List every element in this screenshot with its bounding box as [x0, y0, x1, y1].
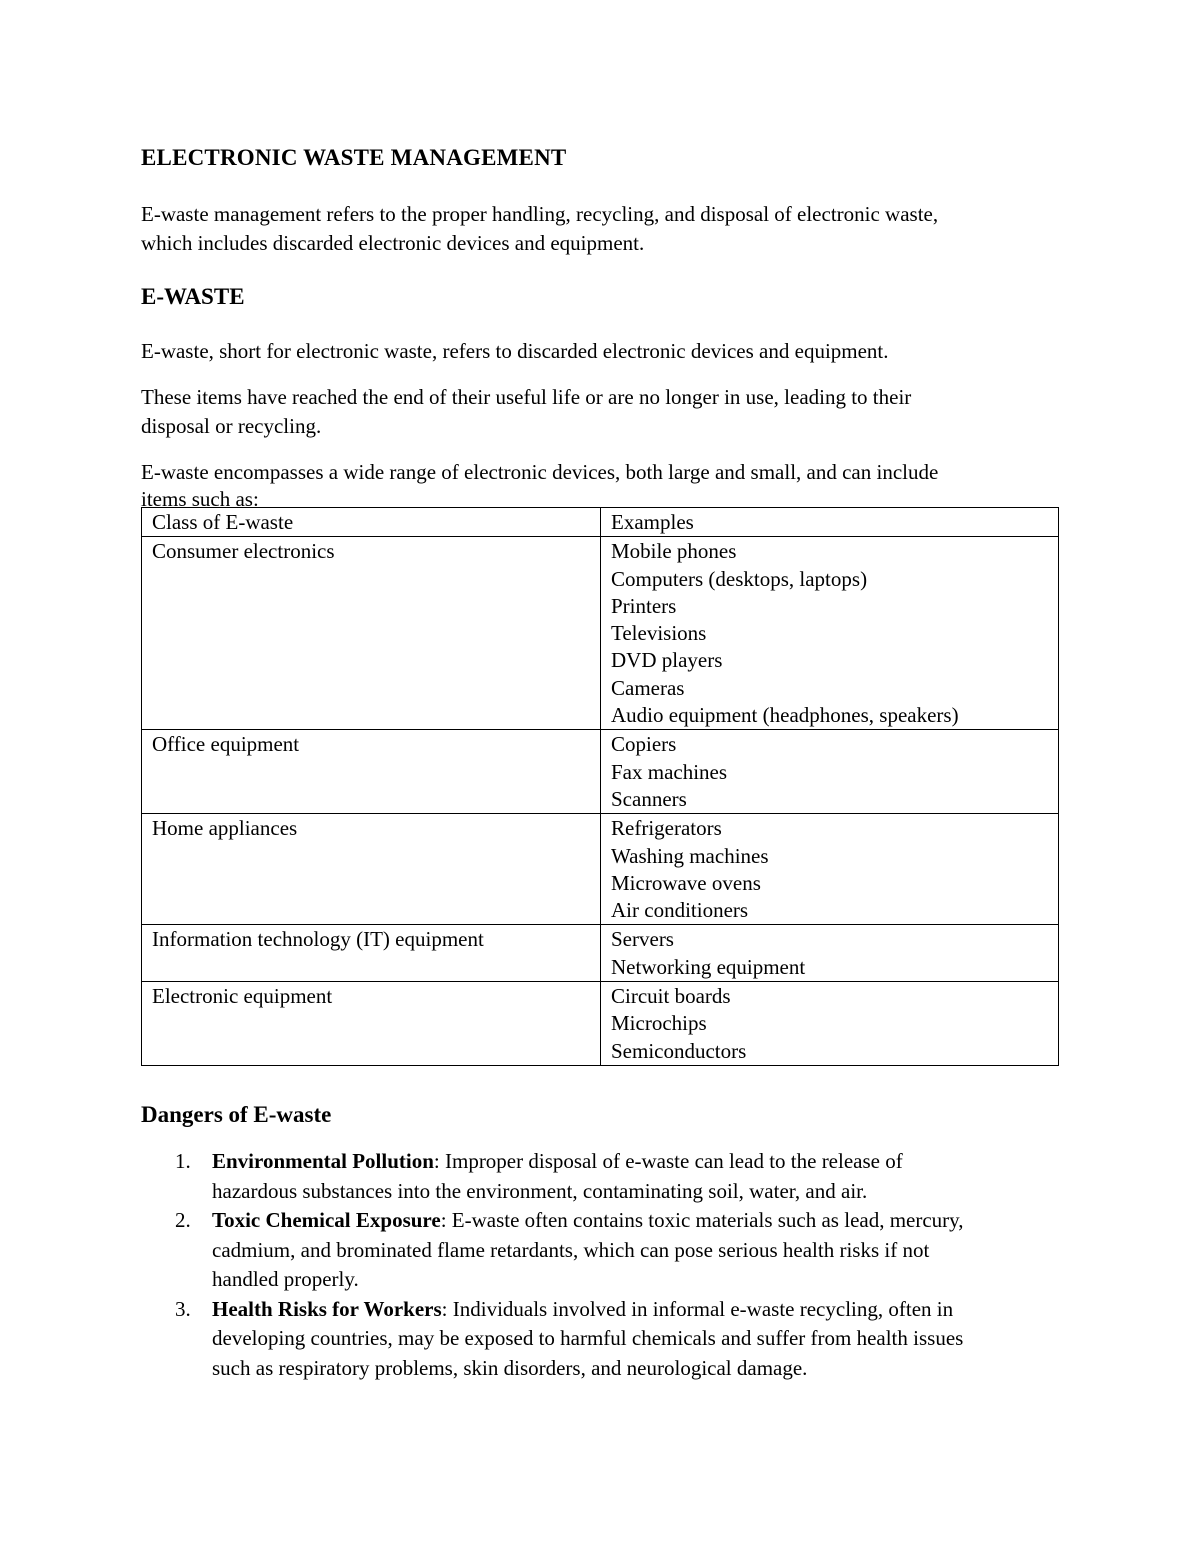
example-item: DVD players [611, 648, 723, 673]
para-range-2: items such as: [141, 487, 259, 511]
example-item: Computers (desktops, laptops) [611, 566, 868, 591]
table-cell-class: Electronic equipment [142, 982, 601, 1066]
danger-text: cadmium, and brominated flame retardants, which can pose serious health risks if not [212, 1237, 930, 1262]
example-item: Mobile phones [611, 539, 737, 564]
example-item: Air conditioners [611, 898, 749, 923]
section-heading-ewaste: E-WASTE [141, 284, 245, 309]
example-item: Microwave ovens [611, 870, 761, 895]
intro-line-2: which includes discarded electronic devices and equipment. [141, 231, 645, 255]
ewaste-class-table [141, 507, 1059, 1066]
danger-text: hazardous substances into the environment, contaminating soil, water, and air. [212, 1178, 868, 1203]
table-cell-examples [601, 730, 1059, 814]
danger-text: such as respiratory problems, skin disorders, and neurological damage. [212, 1355, 808, 1380]
danger-text: : Improper disposal of e-waste can lead to the release of [433, 1149, 903, 1173]
example-item: Washing machines [611, 843, 769, 868]
list-item [141, 1295, 1059, 1384]
danger-text: handled properly. [212, 1267, 359, 1291]
table-cell-examples [601, 814, 1059, 925]
table-cell-class: Office equipment [142, 730, 601, 814]
table-row [142, 730, 1059, 814]
document-title: ELECTRONIC WASTE MANAGEMENT [141, 145, 567, 170]
para-definition: E-waste, short for electronic waste, refers to discarded electronic devices and equipment. [141, 339, 889, 363]
example-item: Refrigerators [611, 816, 722, 841]
dangers-section [141, 1100, 1059, 1383]
para-range-1: E-waste encompasses a wide range of electronic devices, both large and small, and can include [141, 460, 939, 484]
table-cell-examples [601, 925, 1059, 982]
example-item: Scanners [611, 786, 687, 811]
table-cell-class: Consumer electronics [142, 537, 601, 730]
table-header-row [142, 508, 1059, 537]
table-cell-examples [601, 537, 1059, 730]
example-item: Networking equipment [611, 954, 806, 979]
danger-term: Toxic Chemical Exposure [212, 1208, 441, 1232]
example-item: Fax machines [611, 759, 728, 784]
example-item: Printers [611, 593, 677, 618]
list-item [141, 1206, 1059, 1295]
list-item [141, 1147, 1059, 1206]
danger-text: developing countries, may be exposed to harmful chemicals and suffer from health issues [212, 1326, 964, 1350]
table-header-examples: Examples [601, 508, 1059, 537]
intro-line-1: E-waste management refers to the proper handling, recycling, and disposal of electronic waste, [141, 202, 939, 226]
list-number: 3. [175, 1296, 191, 1321]
list-number: 1. [175, 1149, 191, 1173]
example-item: Audio equipment (headphones, speakers) [611, 703, 959, 728]
table-cell-class: Home appliances [142, 814, 601, 925]
table-cell-class: Information technology (IT) equipment [142, 925, 601, 982]
example-item: Circuit boards [611, 984, 731, 1009]
table-row [142, 982, 1059, 1066]
example-item: Copiers [611, 732, 677, 757]
example-item: Semiconductors [611, 1038, 747, 1063]
table-header-class: Class of E-waste [142, 508, 601, 537]
danger-term: Health Risks for Workers [212, 1296, 442, 1321]
danger-term: Environmental Pollution [212, 1149, 434, 1173]
table-row [142, 814, 1059, 925]
list-number: 2. [175, 1208, 191, 1232]
para-end-of-life-2: disposal or recycling. [141, 414, 322, 438]
table-row [142, 537, 1059, 730]
danger-text: : Individuals involved in informal e-waste recycling, often in [441, 1296, 954, 1321]
example-item: Televisions [611, 621, 707, 646]
dangers-heading: Dangers of E-waste [141, 1102, 332, 1127]
danger-text: : E-waste often contains toxic materials such as lead, mercury, [440, 1208, 964, 1232]
table-row [142, 925, 1059, 982]
example-item: Microchips [611, 1011, 707, 1036]
example-item: Servers [611, 927, 674, 952]
para-end-of-life-1: These items have reached the end of their useful life or are no longer in use, leading to their [141, 385, 912, 409]
example-item: Cameras [611, 675, 685, 700]
table-cell-examples [601, 982, 1059, 1066]
dangers-list [141, 1147, 1059, 1383]
document-body [141, 143, 1059, 512]
